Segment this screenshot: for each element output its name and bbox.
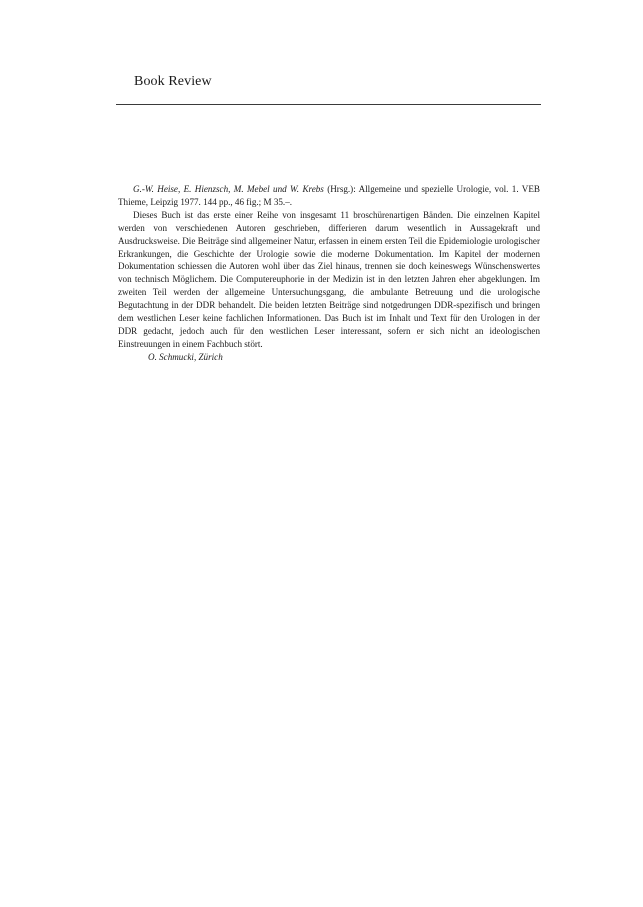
book-review [118, 183, 540, 364]
reviewer-signature: O. Schmucki, Zürich [148, 351, 223, 362]
citation-authors: G.-W. Heise, E. Hienzsch, M. Mebel und W. Krebs [133, 184, 324, 194]
review-body: Dieses Buch ist das erste einer Reihe von insgesamt 11 broschürenartigen Bänden. Die einzelnen Kapitel werden von verschiedenen Autoren geschrieben, differieren darum wesentlich in Aussagekraft und Ausdrucksweise. Die Beiträge sind allgemeiner Natur, erfassen in einem ersten Teil die Epidemiologie urologischer Erkrankungen, die Geschichte der Urologie sowie die moderne Dokumentation. Im Kapitel der modernen Dokumentation schiessen die Autoren wohl über das Ziel hinaus, trennen sie doch keineswegs Wünschenswertes von technisch Möglichem. Die Computereuphorie in der Medizin ist in den letzten Jahren eher abgeklungen. Im zweiten Teil werden der allgemeine Untersuchungsgang, die ambulante Betreuung und die urologische Begutachtung in der DDR behandelt. Die beiden letzten Beiträge sind notgedrungen DDR-spezifisch und bringen dem westlichen Leser keine fachlichen Informationen. Das Buch ist im Inhalt und Text für den Urologen in der DDR gedacht, jedoch auch für den westlichen Leser interessant, sofern er sich nicht an ideologischen Einstreuungen in einem Fachbuch stört. [118, 209, 540, 349]
header-divider [116, 104, 541, 105]
page-header-title: Book Review [134, 74, 212, 89]
book-citation [118, 183, 540, 209]
citation-details: (Hrsg.): Allgemeine und spezielle Urologie, vol. 1. VEB Thieme, Leipzig 1977. 144 pp., 46 fig.; M 35.–. [118, 184, 540, 207]
